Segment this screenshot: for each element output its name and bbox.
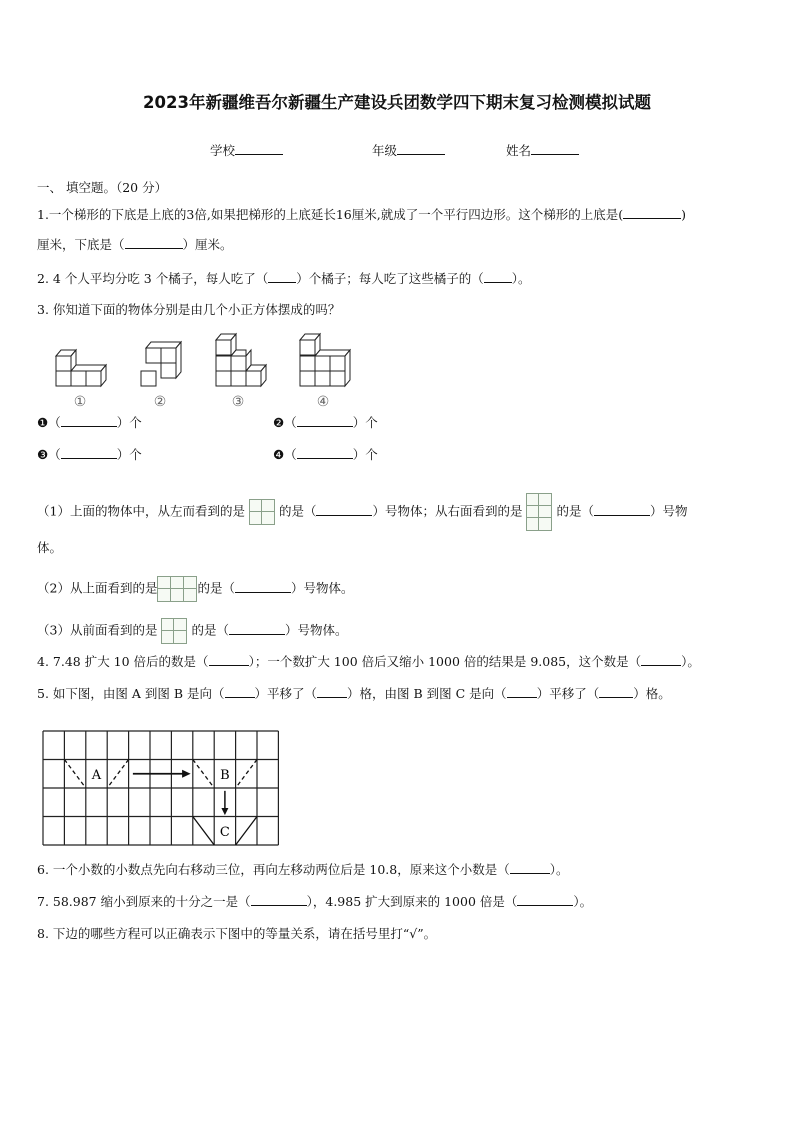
question-8: 8. 下边的哪些方程可以正确表示下图中的等量关系，请在括号里打“√”。 (37, 926, 437, 941)
figure-label: ① (73, 394, 87, 410)
left-view-icon (249, 499, 275, 525)
shape-label: B (220, 767, 230, 783)
trapezoid-b-edge (236, 760, 257, 789)
answer-blank[interactable] (641, 653, 681, 666)
answer-blank[interactable] (317, 685, 347, 698)
cube-figure-3 (216, 334, 266, 386)
shape-label: C (219, 824, 230, 840)
question-7: 7. 58.987 缩小到原来的十分之一是（ ），4.985 扩大到原来的 1000 倍是（ ）。 (37, 894, 593, 909)
cube-figure-1 (56, 350, 106, 386)
arrow-down-head (221, 808, 228, 815)
question-3-sub3: （3）从前面看到的是 的是（ ）号物体。 (37, 618, 347, 644)
trapezoid-b-edge (193, 760, 214, 789)
question-1: 1.一个梯形的下底是上底的3倍,如果把梯形的上底延长16厘米,就成了一个平行四边形。这个梯形的上底是( ) (37, 207, 687, 222)
answer-blank[interactable] (623, 206, 681, 219)
answer-blank[interactable] (209, 653, 249, 666)
answer-blank[interactable] (510, 861, 550, 874)
answer-blank[interactable] (599, 685, 633, 698)
answer-blank[interactable] (225, 685, 255, 698)
question-1-cont: 厘米，下底是（ ）厘米。 (37, 237, 233, 252)
name-label: 姓名 (506, 143, 532, 158)
grade-field[interactable] (372, 141, 445, 159)
question-2: 2. 4 个人平均分吃 3 个橘子，每人吃了（ ）个橘子；每人吃了这些橘子的（ ）。 (37, 271, 531, 286)
translation-grid (43, 731, 283, 851)
front-view-icon (161, 618, 187, 644)
school-label: 学校 (210, 143, 236, 158)
answer-4: ❹（ ）个 (273, 447, 378, 462)
figure-label: ② (153, 394, 167, 410)
question-3-sub2: （2）从上面看到的是 的是（ ）号物体。 (37, 576, 354, 602)
answer-blank[interactable] (507, 685, 537, 698)
question-3-sub1: （1）上面的物体中，从左而看到的是 的是（ ）号物体；从右面看到的是 的是（ ）号物 (37, 493, 687, 531)
answer-blank[interactable] (517, 893, 573, 906)
figure-label: ④ (316, 394, 330, 410)
answer-blank[interactable] (229, 622, 285, 635)
answer-blank[interactable] (61, 414, 117, 427)
answer-blank[interactable] (594, 503, 650, 516)
answer-1: ❶（ ）个 (37, 415, 142, 430)
question-3-sub1-cont: 体。 (37, 540, 63, 555)
grade-label: 年级 (372, 143, 398, 158)
school-field[interactable] (210, 141, 283, 159)
answer-blank[interactable] (484, 270, 512, 283)
figure-label: ③ (231, 394, 245, 410)
right-view-icon (526, 493, 552, 531)
top-view-icon (157, 576, 197, 602)
answer-3: ❸（ ）个 (37, 447, 142, 462)
question-4: 4. 7.48 扩大 10 倍后的数是（ ）；一个数扩大 100 倍后又缩小 1000 倍的结果是 9.085，这个数是（ ）。 (37, 654, 700, 669)
trapezoid-a-edge (64, 760, 85, 789)
trapezoid-a-edge (107, 760, 128, 789)
answer-blank[interactable] (61, 446, 117, 459)
question-5: 5. 如下图，由图 A 到图 B 是向（ ）平移了（ ）格，由图 B 到图 C 是向（ ）平移了（ ）格。 (37, 686, 671, 701)
answer-blank[interactable] (268, 270, 296, 283)
question-6: 6. 一个小数的小数点先向右移动三位，再向左移动两位后是 10.8，原来这个小数是（ ）。 (37, 862, 569, 877)
answer-blank[interactable] (316, 503, 372, 516)
answer-blank[interactable] (297, 446, 353, 459)
answer-blank[interactable] (297, 414, 353, 427)
cube-figures (0, 330, 794, 420)
trapezoid-c-edge (193, 817, 214, 846)
name-field[interactable] (506, 141, 579, 159)
question-3: 3. 你知道下面的物体分别是由几个小正方体摆成的吗？ (37, 302, 341, 317)
answer-blank[interactable] (251, 893, 307, 906)
arrow-right-head (182, 770, 191, 778)
answer-blank[interactable] (235, 580, 291, 593)
answer-blank[interactable] (125, 236, 183, 249)
section-heading: 一、 填空题。（20 分） (37, 180, 168, 195)
trapezoid-c-edge (236, 817, 257, 846)
answer-2: ❷（ ）个 (273, 415, 378, 430)
cube-figure-4 (300, 334, 350, 386)
cube-figure-2 (141, 342, 181, 386)
page-title: 2023年新疆维吾尔新疆生产建设兵团数学四下期末复习检测模拟试题 (143, 93, 651, 112)
shape-label: A (91, 767, 102, 783)
